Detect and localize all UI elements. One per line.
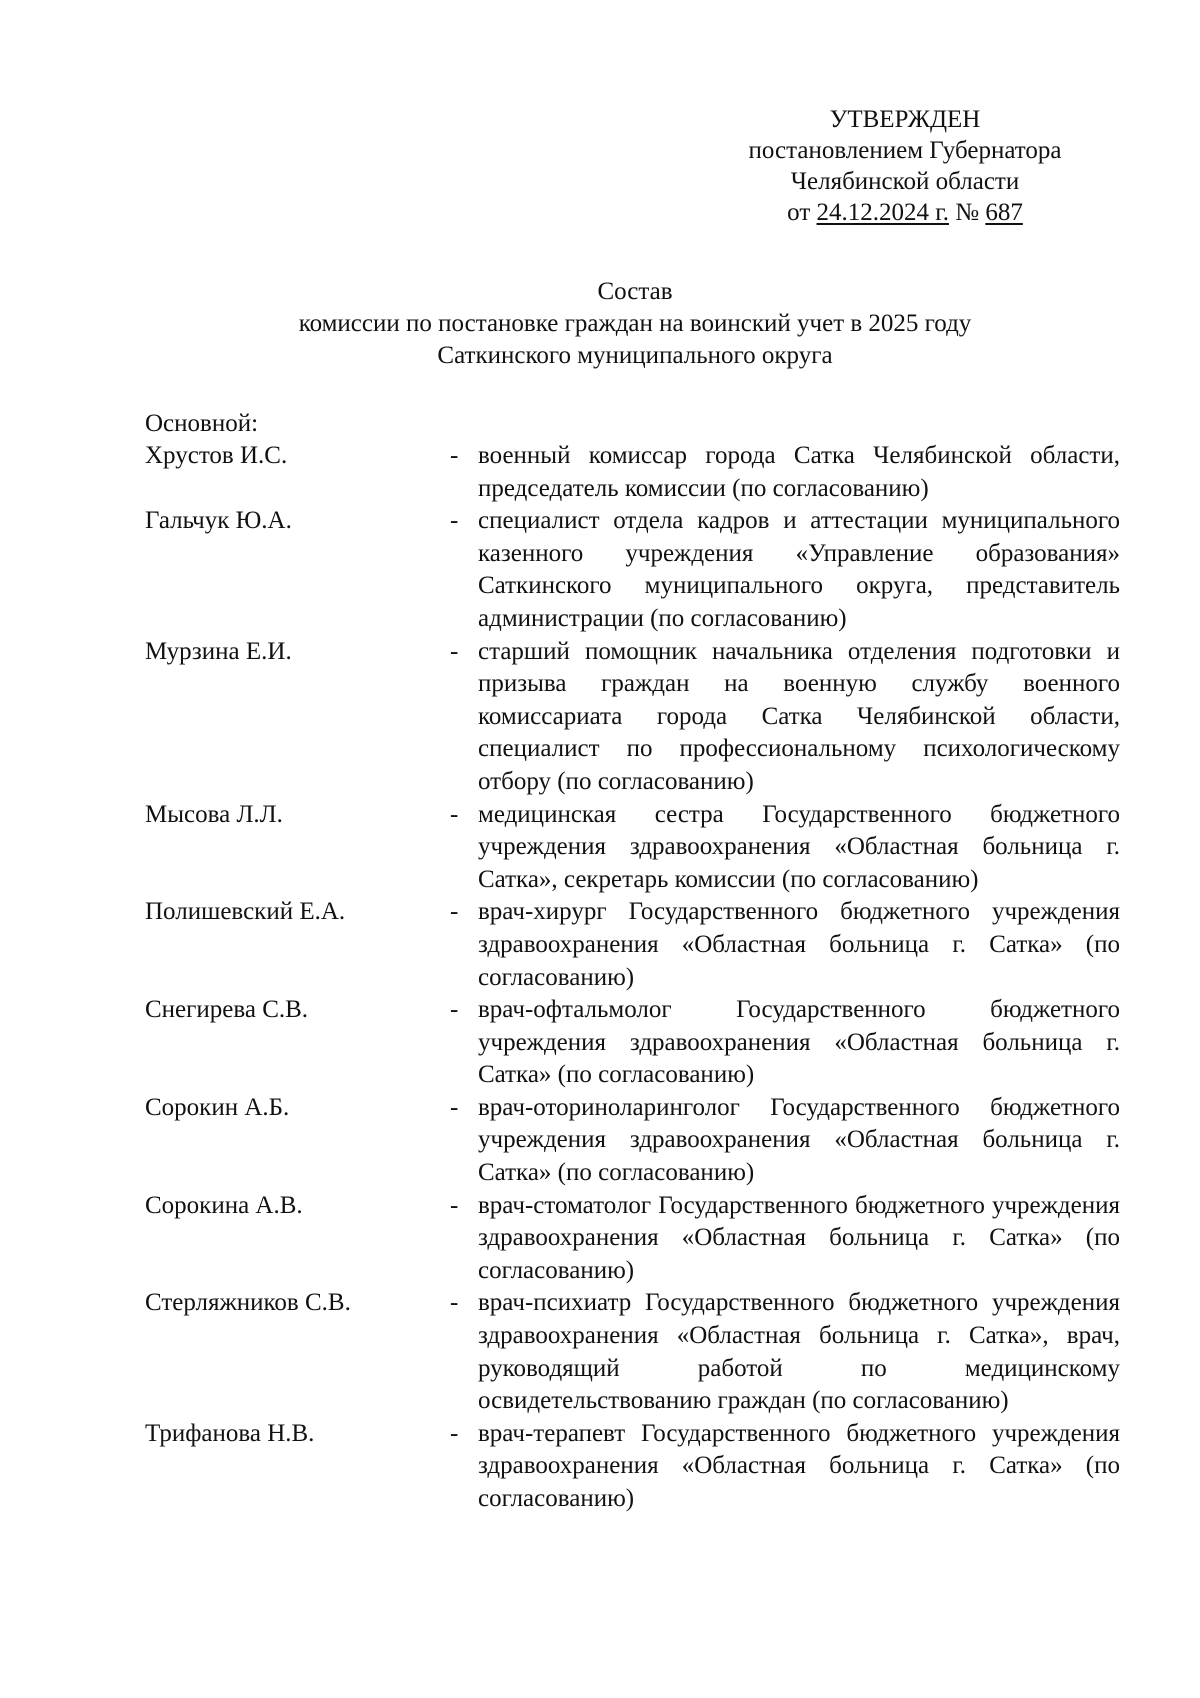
approval-line-2: Челябинской области <box>790 168 1020 195</box>
member-name: Мысова Л.Л. <box>145 800 283 828</box>
member-separator: - <box>450 1289 459 1317</box>
document-title: Состав <box>597 278 673 305</box>
member-name: Сорокин А.Б. <box>145 1093 290 1121</box>
member-name: Снегирева С.В. <box>145 996 309 1024</box>
member-role: врач-оториноларинголог Государственного бюджетного учреждения здравоохранения «Областная больница г. Сатка» (по согласованию) <box>478 1093 1120 1187</box>
member-name: Стерляжников С.В. <box>145 1289 351 1317</box>
member-role: врач-стоматолог Государственного бюджетного учреждения здравоохранения «Областная больница г. Сатка» (по согласованию) <box>478 1191 1120 1284</box>
document-heading <box>140 276 1130 372</box>
member-separator: - <box>450 898 459 926</box>
member-row <box>145 505 1120 635</box>
member-separator: - <box>450 1419 459 1447</box>
approval-number: 687 <box>985 199 1023 226</box>
approval-number-prefix: № <box>955 199 980 226</box>
member-role: медицинская сестра Государственного бюджетного учреждения здравоохранения «Областная больница г. Сатка», секретарь комиссии (по согласованию) <box>478 800 1120 893</box>
member-name: Трифанова Н.В. <box>145 1419 315 1447</box>
member-role: врач-хирург Государственного бюджетного учреждения здравоохранения «Областная больница г. Сатка» (по согласованию) <box>478 898 1120 991</box>
member-row <box>145 636 1120 799</box>
approval-title: УТВЕРЖДЕН <box>829 106 981 133</box>
member-row <box>145 1287 1120 1417</box>
approval-stamp <box>740 104 1070 228</box>
members-list <box>145 440 1120 1516</box>
member-row <box>145 799 1120 897</box>
member-separator: - <box>450 996 459 1024</box>
approval-line-1: постановлением Губернатора <box>748 137 1062 164</box>
member-row <box>145 1092 1120 1190</box>
document-subtitle-line-2: Саткинского муниципального округа <box>437 342 833 369</box>
member-row <box>145 440 1120 505</box>
section-label: Основной: <box>145 410 259 437</box>
approval-date-prefix: от <box>787 199 811 226</box>
member-role: военный комиссар города Сатка Челябинской области, председатель комиссии (по согласованию) <box>478 442 1120 502</box>
member-separator: - <box>450 1093 459 1121</box>
member-name: Полишевский Е.А. <box>145 898 346 926</box>
member-row <box>145 1190 1120 1288</box>
member-row <box>145 1418 1120 1516</box>
member-row <box>145 896 1120 994</box>
member-role: старший помощник начальника отделения подготовки и призыва граждан на военную службу военного комиссариата города Сатка Челябинской области, специалист по профессиональному психологическому отбору (по согласованию) <box>478 637 1120 795</box>
member-separator: - <box>450 442 459 469</box>
document-subtitle-line-1: комиссии по постановке граждан на воинский учет в 2025 году <box>298 310 972 337</box>
approval-date-line <box>740 197 1070 228</box>
member-role: специалист отдела кадров и аттестации муниципального казенного учреждения «Управление образования» Саткинского муниципального округа, представитель администрации (по согласованию) <box>478 507 1120 632</box>
member-role: врач-терапевт Государственного бюджетного учреждения здравоохранения «Областная больница г. Сатка» (по согласованию) <box>478 1419 1120 1512</box>
member-role: врач-психиатр Государственного бюджетного учреждения здравоохранения «Областная больница г. Сатка», врач, руководящий работой по медицинскому освидетельствованию граждан (по согласованию) <box>478 1289 1120 1415</box>
member-separator: - <box>450 800 459 828</box>
member-separator: - <box>450 1191 459 1219</box>
member-separator: - <box>450 507 459 535</box>
member-name: Хрустов И.С. <box>145 442 288 469</box>
member-row <box>145 994 1120 1092</box>
member-name: Гальчук Ю.А. <box>145 507 292 535</box>
approval-date: 24.12.2024 г. <box>816 199 949 226</box>
member-role: врач-офтальмолог Государственного бюджетного учреждения здравоохранения «Областная больница г. Сатка» (по согласованию) <box>478 996 1120 1089</box>
member-separator: - <box>450 637 459 665</box>
member-name: Мурзина Е.И. <box>145 637 292 665</box>
member-name: Сорокина А.В. <box>145 1191 303 1219</box>
